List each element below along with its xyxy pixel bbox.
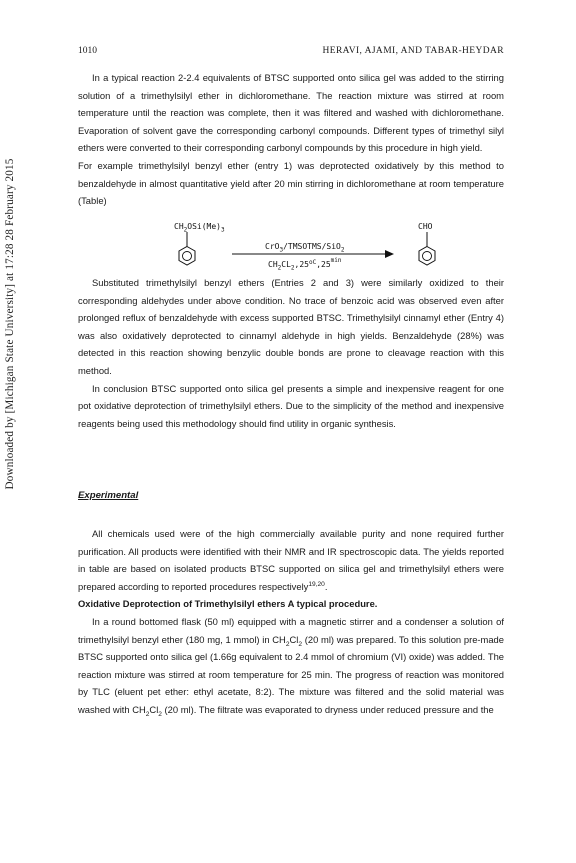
paragraph-conclusion: In conclusion BTSC supported onto silica gel presents a simple and inexpensive reagent for one pot oxidative deprotection of trimethylsilyl ethers. Due to the simplicity of the method and inexpensive reagents being used this methodology should find utility in organic synthesis. [78, 382, 504, 429]
text-block-2 [78, 274, 504, 432]
text-block-1 [78, 69, 504, 210]
product-benzene-ring [419, 232, 435, 265]
reaction-scheme-drawing [174, 219, 444, 281]
reagents-label: CrO$_3$/TMSOTMS/SiO$_2$ [265, 242, 345, 254]
paragraph-chemicals: All chemicals used were of the high commercially available purity and none required further purification. All products were identified with their NMR and IR spectroscopic data. The yields reported in table are based on isolated products BTSC supported on silica gel and trimethylsilyl ethers were prepared according to reported procedures respectively$^{19,20}$. [78, 528, 504, 592]
paragraph-substituted: Substituted trimethylsilyl benzyl ethers (Entries 2 and 3) were similarly oxidized to their corresponding aldehydes under above condition. No trace of benzoic acid was observed even after prolonged reflux of benzaldehyde with excess supported BTSC. Trimethylsilyl cinnamyl ether (Entry 4) was also oxidatively deprotected to cinnamyl aldehyde in high yields. Benzaldehyde (28%) was detected in this reaction showing benzylic double bonds are prone to cleavage reaction with this method. [78, 277, 504, 376]
reactant-substituent: $CH_2OSi(Me)_3$ [174, 222, 225, 234]
running-title: HERAVI, AJAMI, AND TABAR-HEYDAR [322, 46, 504, 56]
download-watermark [1, 24, 19, 624]
paragraph-typical-reaction: In a typical reaction 2-2.4 equivalents of BTSC supported onto silica gel was added to the stirring solution of a trimethylsilyl ether in dichloromethane. The reaction mixture was stirred at room temperature until the reaction was complete, then it was filtered and washed with dichloromethane. Evaporation of solvent gave the corresponding carbonyl compounds. Different types of trimethyl silyl ethers were converted to their corresponding carbonyl compounds by this procedure in high yield. [78, 72, 504, 154]
text-block-3 [78, 525, 504, 719]
download-note: Downloaded by [Michigan State University] at 17:28 28 February 2015 [4, 158, 16, 490]
paragraph-example: For example trimethylsilyl benzyl ether (entry 1) was deprotected oxidatively by this method to benzaldehyde in almost quantitative yield after 20 min stirring in dichloromethane at room temperature (Table) [78, 159, 504, 207]
running-header [78, 46, 504, 60]
reaction-arrow-head [385, 250, 394, 258]
product-substituent: CHO [418, 222, 433, 231]
conditions-label: $CH_2CL_2,25^{oC},25^{min}$ [268, 257, 342, 272]
procedure-heading: Oxidative Deprotection of Trimethylsilyl ethers A typical procedure. [78, 598, 378, 610]
reaction-scheme [174, 219, 444, 281]
page-number: 1010 [78, 46, 97, 56]
paragraph-procedure: In a round bottomed flask (50 ml) equipped with a magnetic stirrer and a condenser a solution of trimethylsilyl benzyl ether (180 mg, 1 mmol) in $CH_2Cl_2$ (20 ml) was prepared. To this solution pre-made BTSC supported onto silica gel (1.66g equivalent to 2.4 mmol of chromium (VI) oxide) was added. The reaction mixture was stirred at room temperature for 25 min. The progress of reaction was monitored by TLC (eluent pet ether: ethyl acetate, 8:2). The mixture was filtered and the solid material was washed with $CH_2Cl_2$ (20 ml). The filtrate was evaporated to dryness under reduced pressure and the [78, 615, 504, 718]
experimental-heading: Experimental [78, 490, 139, 501]
reactant-benzene-ring [179, 232, 195, 265]
